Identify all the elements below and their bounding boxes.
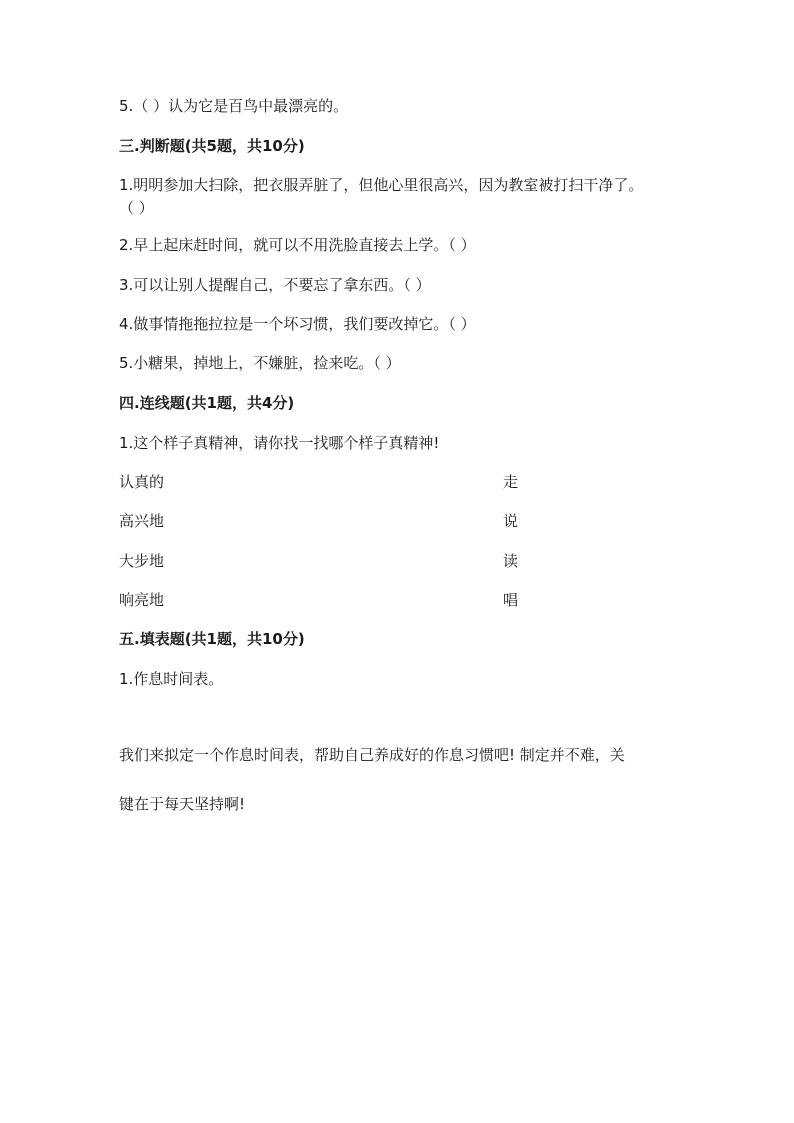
match-left-3: 大步地 <box>119 552 165 570</box>
matching-question: 1.这个样子真精神，请你找一找哪个样子真精神! <box>119 434 440 452</box>
match-right-4: 唱 <box>503 591 519 609</box>
match-right-3: 读 <box>503 552 519 570</box>
true-false-1: 1.明明参加大扫除，把衣服弄脏了，但他心里很高兴，因为教室被打扫干净了。（ ） <box>119 176 644 217</box>
section-5-heading: 五.填表题(共1题，共10分) <box>119 630 305 648</box>
true-false-3: 3.可以让别人提醒自己，不要忘了拿东西。（ ） <box>119 276 431 294</box>
question-2-5: 5.（ ）认为它是百鸟中最漂亮的。 <box>119 97 349 115</box>
paragraph-line-1: 我们来拟定一个作息时间表，帮助自己养成好的作息习惯吧! 制定并不难，关 <box>119 746 625 764</box>
match-left-2: 高兴地 <box>119 512 165 530</box>
paragraph-line-2: 键在于每天坚持啊! <box>119 795 246 813</box>
match-left-1: 认真的 <box>119 473 165 491</box>
true-false-5: 5.小糖果，掉地上，不嫌脏，捡来吃。（ ） <box>119 354 401 372</box>
true-false-2: 2.早上起床赶时间，就可以不用洗脸直接去上学。（ ） <box>119 236 476 254</box>
section-4-heading: 四.连线题(共1题，共4分) <box>119 394 295 412</box>
section-3-heading: 三.判断题(共5题，共10分) <box>119 137 305 155</box>
fill-table-question: 1.作息时间表。 <box>119 670 224 688</box>
match-right-2: 说 <box>503 512 519 530</box>
true-false-4: 4.做事情拖拖拉拉是一个坏习惯，我们要改掉它。（ ） <box>119 315 476 333</box>
match-right-1: 走 <box>503 473 519 491</box>
match-left-4: 响亮地 <box>119 591 165 609</box>
